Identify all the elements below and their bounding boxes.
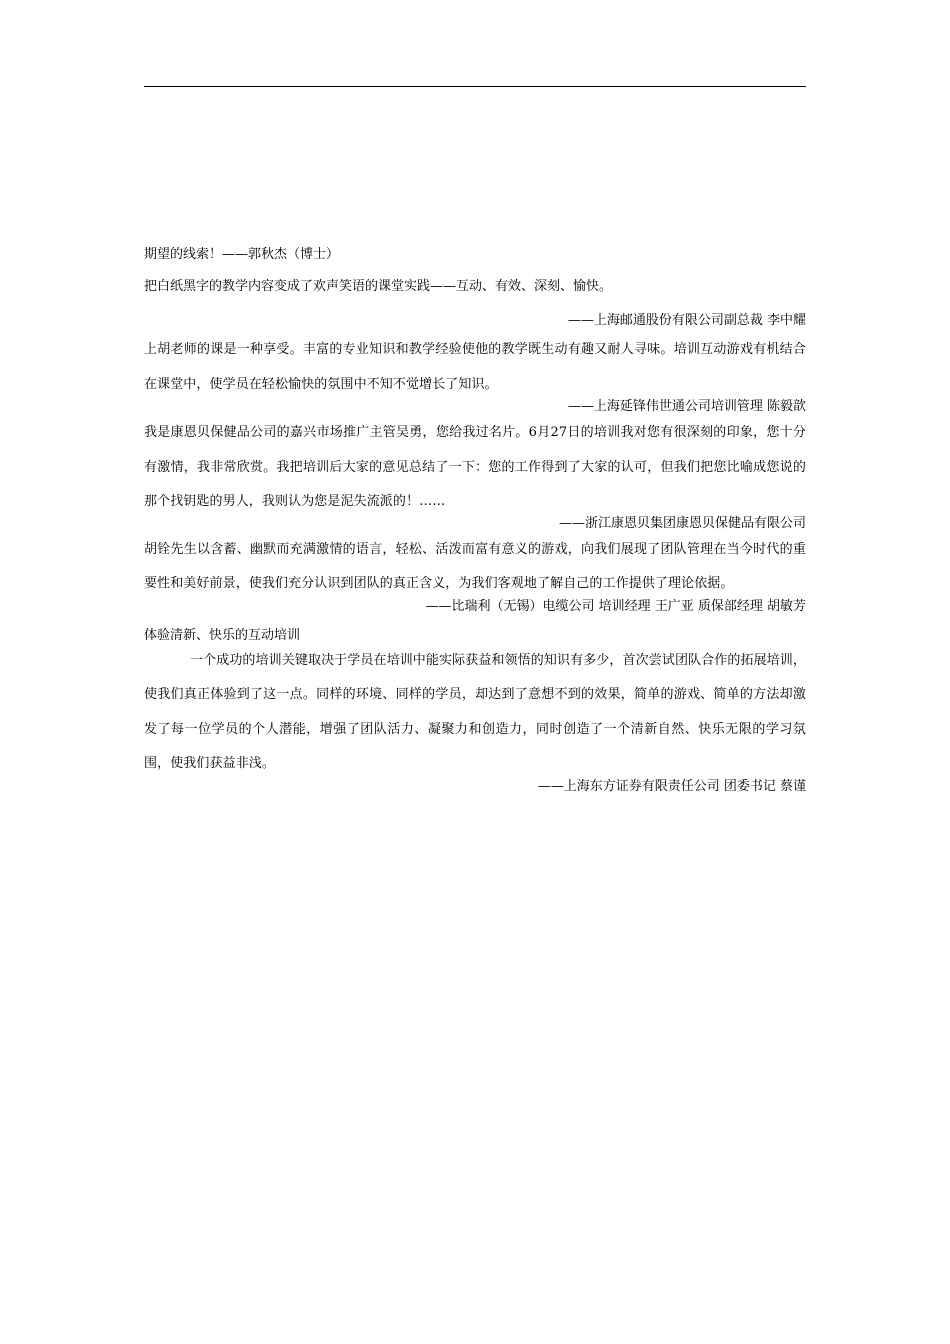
testimonial-6-text: 一个成功的培训关键取决于学员在培训中能实际获益和领悟的知识有多少，首次尝试团队合作的拓展培训，使我们真正体验到了这一点。同样的环境、同样的学员，却达到了意想不到的效果，简单的游戏、简单的方法却激发了每一位学员的个人潜能，增强了团队活力、凝聚力和创造力，同时创造了一个清新自然、快乐无限的学习氛围，使我们获益非浅。 bbox=[144, 652, 806, 771]
testimonial-2-line: 把白纸黑字的教学内容变成了欢声笑语的课堂实践——互动、有效、深刻、愉快。 bbox=[144, 279, 613, 294]
testimonial-4-attribution: ——浙江康恩贝集团康恩贝保健品有限公司 bbox=[558, 515, 806, 531]
header-rule bbox=[144, 86, 806, 87]
testimonial-4-text: 我是康恩贝保健品公司的嘉兴市场推广主管吴勇，您给我过名片。6月27日的培训我对您有很深刻的印象，您十分有激情，我非常欣赏。我把培训后大家的意见总结了一下：您的工作得到了大家的认可，但我们把您比喻成您说的那个找钥匙的男人，我则认为您是泥失流派的！…… bbox=[144, 425, 806, 509]
testimonial-3-text: 上胡老师的课是一种享受。丰富的专业知识和教学经验使他的教学既生动有趣又耐人寻味。培训互动游戏有机结合在课堂中，使学员在轻松愉快的氛围中不知不觉增长了知识。 bbox=[144, 342, 806, 392]
testimonials-content bbox=[144, 246, 806, 796]
testimonial-6-title: 体验清新、快乐的互动培训 bbox=[144, 627, 301, 643]
testimonial-5-text: 胡铨先生以含蓄、幽默而充满激情的语言，轻松、活泼而富有意义的游戏，向我们展现了团队管理在当今时代的重要性和美好前景，使我们充分认识到团队的真正含义，为我们客观地了解自己的工作提供了理论依据。 bbox=[144, 541, 806, 591]
testimonial-5-attribution: ——比瑞利（无锡）电缆公司 培训经理 王广亚 质保部经理 胡敏芳 bbox=[425, 598, 806, 614]
testimonial-2-attribution: ——上海邮通股份有限公司副总裁 李中耀 bbox=[567, 313, 806, 328]
testimonial-1-line: 期望的线索！——郭秋杰（博士） bbox=[144, 247, 340, 262]
testimonial-6-attribution: ——上海东方证券有限责任公司 团委书记 蔡谨 bbox=[537, 778, 806, 794]
testimonial-3-attribution: ——上海延锋伟世通公司培训管理 陈毅歆 bbox=[567, 399, 806, 414]
